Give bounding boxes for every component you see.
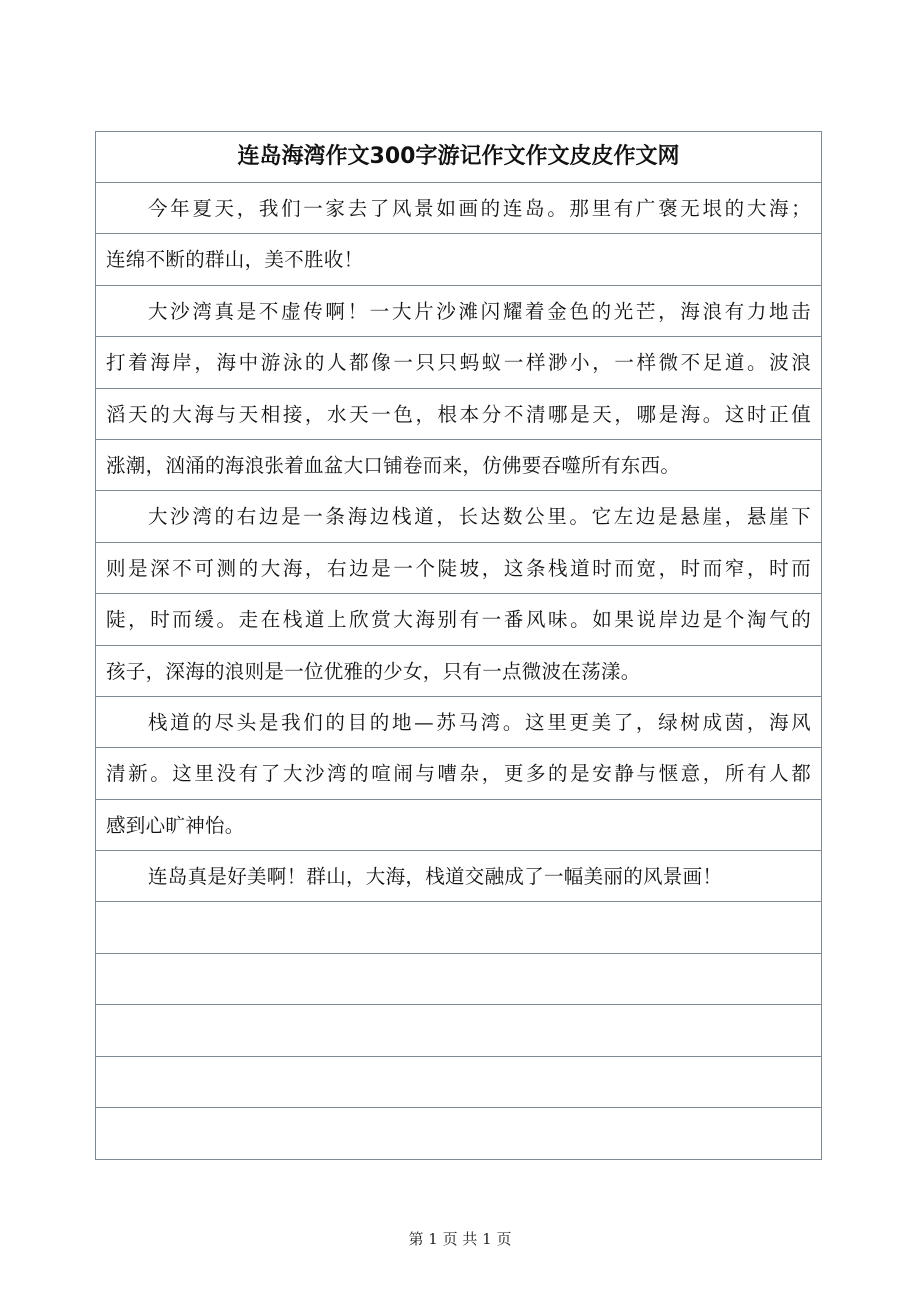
text-line: 感到心旷神怡。	[96, 800, 821, 851]
text-line: 涨潮，汹涌的海浪张着血盆大口铺卷而来，仿佛要吞噬所有东西。	[96, 440, 821, 491]
text-line: 大沙湾真是不虚传啊！一大片沙滩闪耀着金色的光芒，海浪有力地击	[96, 286, 821, 337]
text-line: 孩子，深海的浪则是一位优雅的少女，只有一点微波在荡漾。	[96, 646, 821, 697]
empty-line	[96, 1108, 821, 1159]
text-line: 连绵不断的群山，美不胜收！	[96, 234, 821, 285]
essay-title: 连岛海湾作文300字游记作文作文皮皮作文网	[96, 132, 821, 183]
text-line: 打着海岸，海中游泳的人都像一只只蚂蚁一样渺小，一样微不足道。波浪	[96, 337, 821, 388]
text-line: 陡，时而缓。走在栈道上欣赏大海别有一番风味。如果说岸边是个淘气的	[96, 594, 821, 645]
text-line: 今年夏天，我们一家去了风景如画的连岛。那里有广褒无垠的大海；	[96, 183, 821, 234]
text-line: 清新。这里没有了大沙湾的喧闹与嘈杂，更多的是安静与惬意，所有人都	[96, 748, 821, 799]
text-line: 栈道的尽头是我们的目的地—苏马湾。这里更美了，绿树成茵，海风	[96, 697, 821, 748]
empty-line	[96, 902, 821, 953]
empty-line	[96, 954, 821, 1005]
essay-sheet	[95, 131, 822, 1160]
text-line: 则是深不可测的大海，右边是一个陡坡，这条栈道时而宽，时而窄，时而	[96, 543, 821, 594]
text-line: 滔天的大海与天相接，水天一色，根本分不清哪是天，哪是海。这时正值	[96, 389, 821, 440]
empty-line	[96, 1057, 821, 1108]
empty-line	[96, 1005, 821, 1056]
page-number: 第 1 页 共 1 页	[408, 1230, 512, 1248]
text-line: 连岛真是好美啊！群山，大海，栈道交融成了一幅美丽的风景画！	[96, 851, 821, 902]
text-line: 大沙湾的右边是一条海边栈道，长达数公里。它左边是悬崖，悬崖下	[96, 491, 821, 542]
